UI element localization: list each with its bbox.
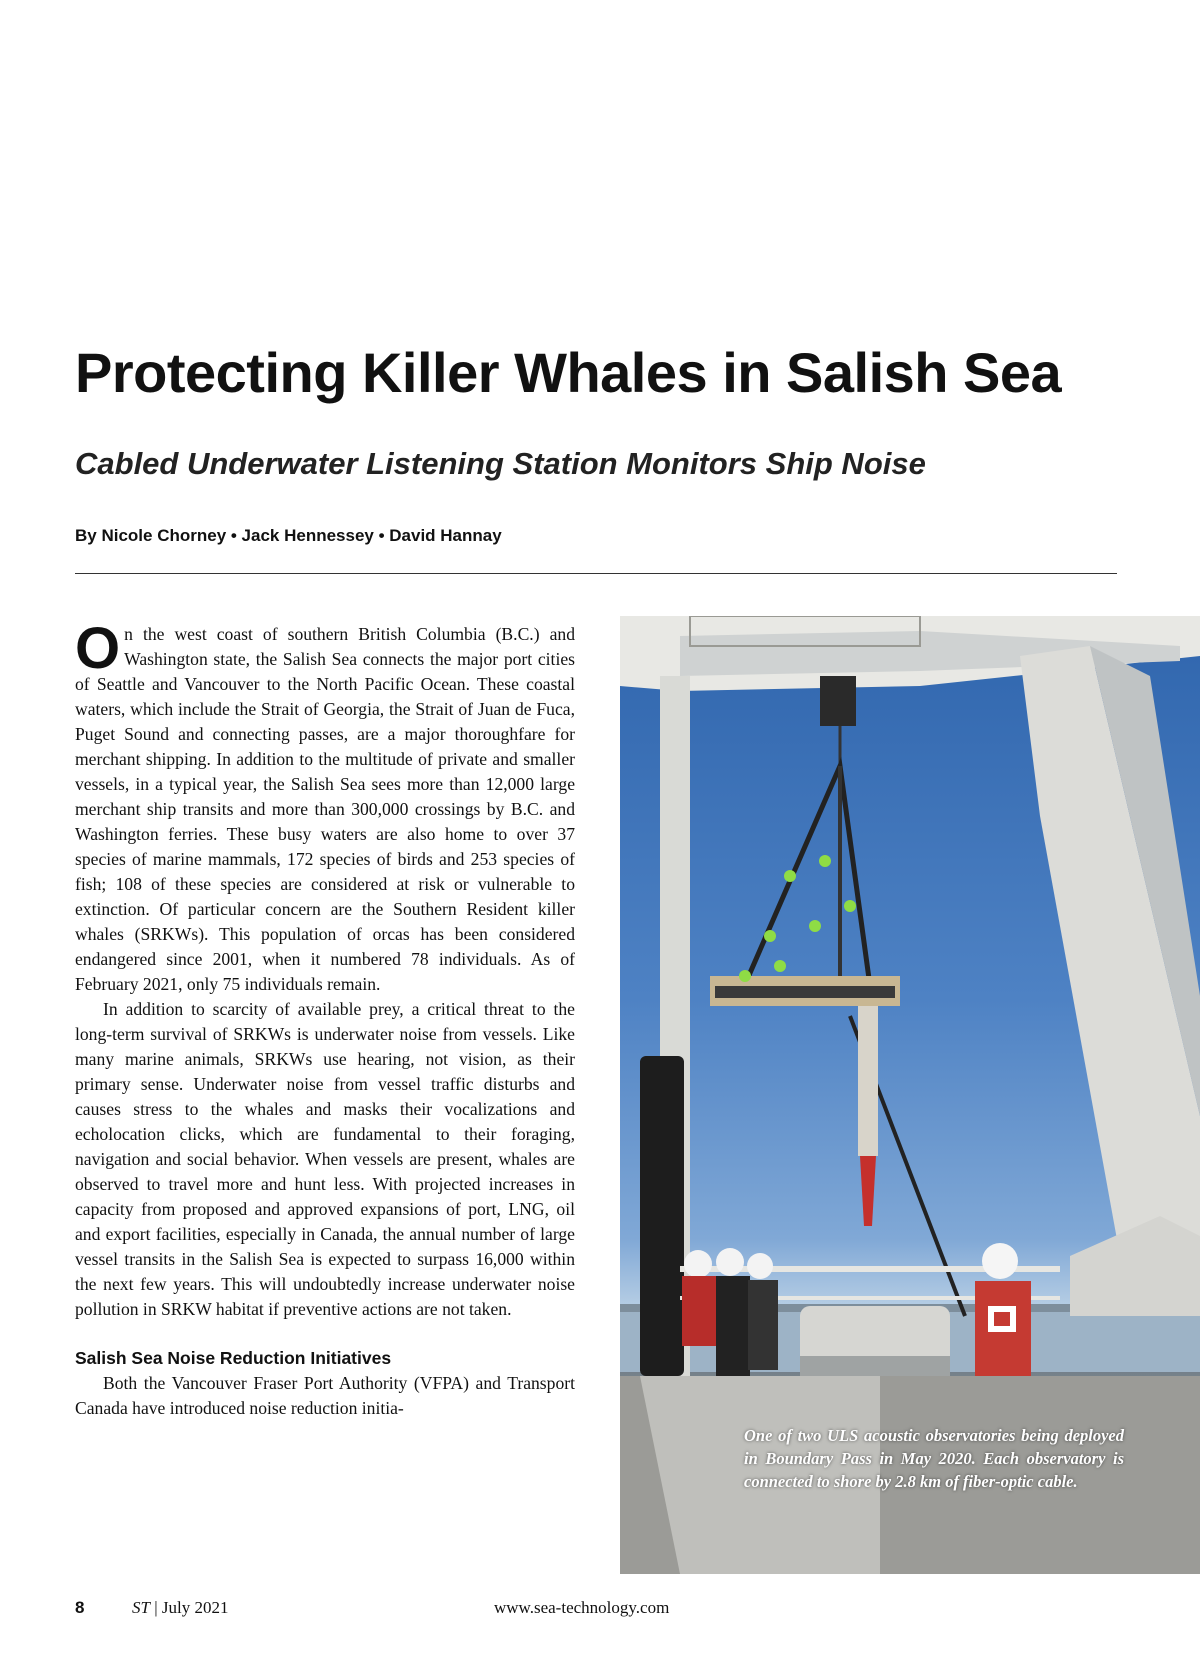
- page-footer: [0, 1596, 1200, 1624]
- paragraph-1-text: n the west coast of southern British Columbia (B.C.) and Washington state, the Salish Sea connects the major port cities of Seattle and Vancouver to the North Pacific Ocean. These coastal waters, which include the Strait of Georgia, the Strait of Juan de Fuca, Puget Sound and connecting passes, are a major thoroughfare for merchant shipping. In addition to the multitude of private and smaller vessels, in a typical year, the Salish Sea sees more than 12,000 large merchant ship transits and more than 300,000 crossings by B.C. and Washington ferries. These busy waters are also home to over 37 species of marine mammals, 172 species of birds and 253 species of fish; 108 of these species are considered at risk or vulnerable to extinction. Of particular concern are the Southern Resident killer whales (SRKWs). This population of orcas has been considered endangered since 2001, when it numbered 78 individuals. As of February 2021, only 75 individuals remain.: [75, 624, 575, 994]
- paragraph-3: Both the Vancouver Fraser Port Authority (VFPA) and Transport Canada have introduced noise reduction initia-: [75, 1373, 575, 1418]
- paragraph-2: In addition to scarcity of available prey, a critical threat to the long-term survival of SRKWs is underwater noise from vessels. Like many marine animals, SRKWs use hearing, not vision, as their primary sense. Underwater noise from vessel traffic disturbs and causes stress to the whales and masks their vocalizations and echolocation clicks, which are fundamental to their foraging, navigation and social behavior. When vessels are present, whales are observed to travel more and hunt less. With projected increases in capacity from proposed and approved expansions of port, LNG, oil and export facilities, especially in Canada, the annual number of large vessel transits in the Salish Sea is expected to surpass 16,000 within the next few years. This will undoubtedly increase underwater noise pollution in SRKW habitat if preventive actions are not taken.: [75, 999, 575, 1319]
- website-link[interactable]: www.sea-technology.com: [494, 1598, 670, 1617]
- drop-cap: O: [75, 616, 121, 681]
- photo-caption: One of two ULS acoustic observatories being deployed in Boundary Pass in May 2020. Each observatory is connected to shore by 2.8 km of fiber-optic cable.: [744, 1426, 1124, 1491]
- issue-info: [132, 1596, 228, 1620]
- divider: [75, 573, 1117, 574]
- page-number: 8: [75, 1598, 85, 1617]
- paragraph-1: [75, 616, 575, 997]
- article-body: [75, 616, 575, 1421]
- magazine-abbrev: ST: [132, 1598, 150, 1617]
- section-heading: Salish Sea Noise Reduction Initiatives: [75, 1348, 392, 1368]
- article-subtitle: Cabled Underwater Listening Station Monitors Ship Noise: [75, 446, 926, 481]
- article-title: Protecting Killer Whales in Salish Sea: [75, 341, 1062, 404]
- byline: By Nicole Chorney • Jack Hennessey • David Hannay: [75, 526, 502, 545]
- issue-date: | July 2021: [154, 1598, 229, 1617]
